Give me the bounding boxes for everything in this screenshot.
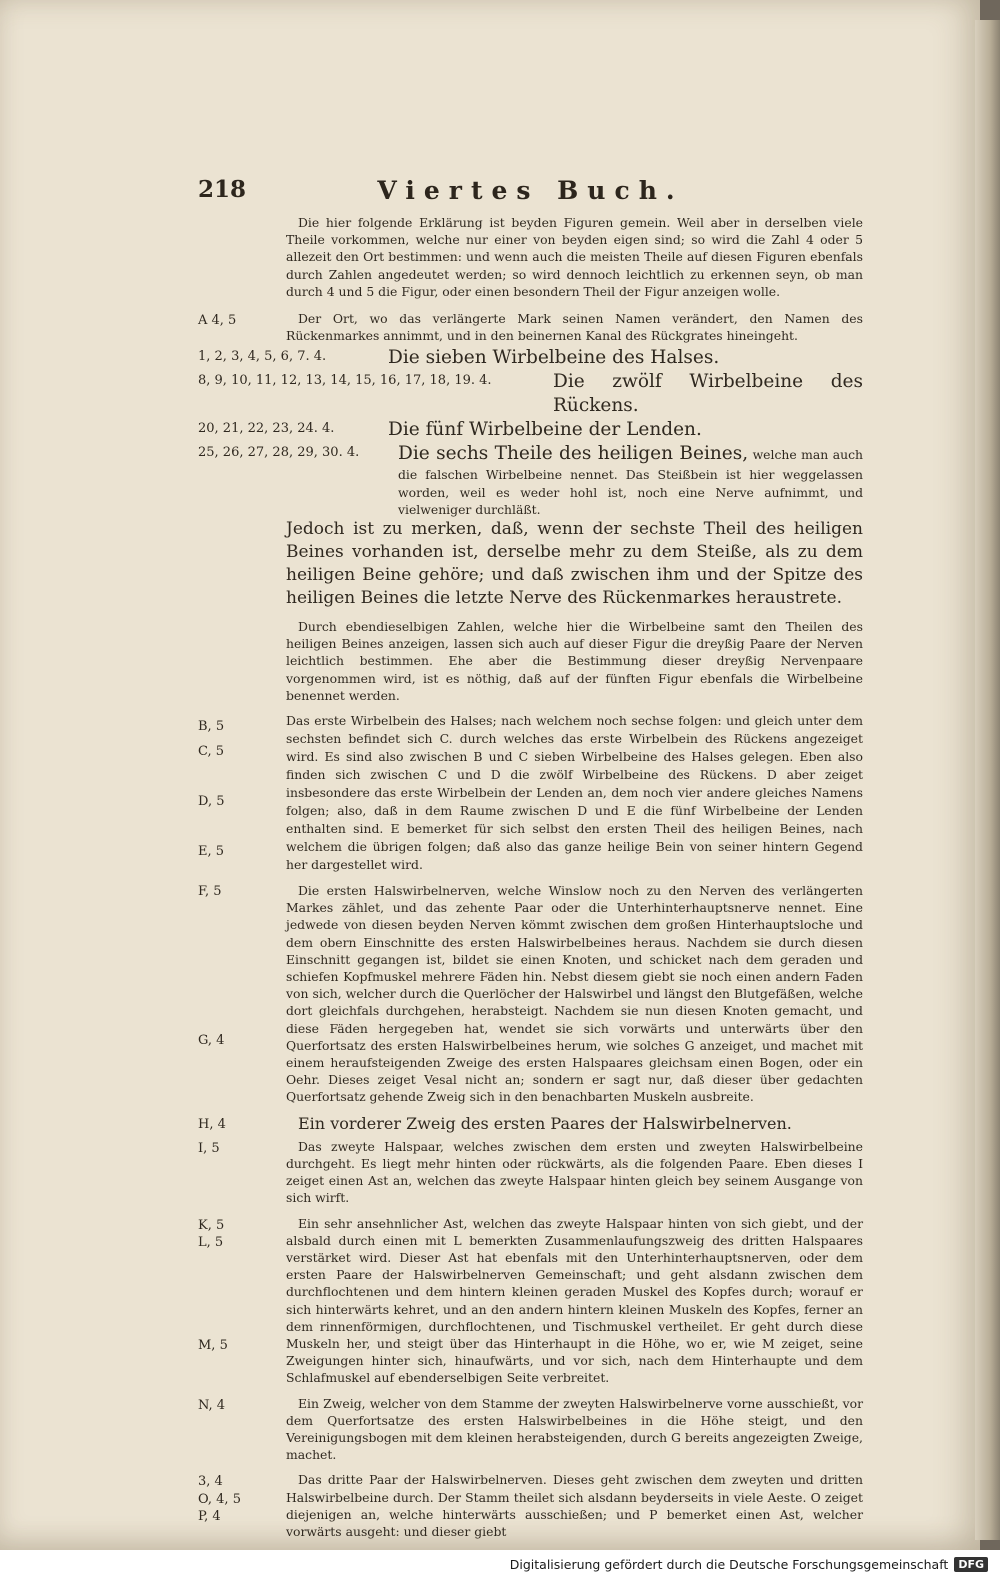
entry-label: 1, 2, 3, 4, 5, 6, 7. 4.	[198, 349, 327, 365]
entry-labels: F, 5 G, 4	[198, 884, 225, 1048]
entry-text: Das zweyte Halspaar, welches zwischen dem ersten und zweyten Halswirbelbeine durchgeht. Es liegt mehr hinten oder rückwärts, als die folgenden Paare. Eben dieses I zeiget einen Ast an, welchen das zweyte Halspaar hinten gleich bey seinem Ausgange von sich wirft.	[286, 1138, 863, 1206]
entry-h	[198, 1114, 863, 1134]
dfg-logo: DFG	[954, 1557, 988, 1572]
footer-text: Digitalisierung gefördert durch die Deutsche Forschungsgemeinschaft	[509, 1557, 949, 1572]
entry-text: Die sieben Wirbelbeine des Halses.	[388, 347, 720, 369]
entry-text: Die fünf Wirbelbeine der Lenden.	[388, 419, 702, 441]
entry-f-g	[198, 882, 863, 1106]
entry-text: Ein Zweig, welcher von dem Stamme der zweyten Halswirbelnerve vorne ausschießt, vor dem Querfortsatze des ersten Halswirbelbeines in die Höhe steigt, und den Vereinigungsbogen mit dem kleinen herabsteigenden, durch G bereits angezeigten Zweige, machet.	[286, 1395, 863, 1463]
entry-text: Ein vorderer Zweig des ersten Paares der Halswirbelnerven.	[298, 1113, 792, 1133]
page-number: 218	[198, 176, 247, 203]
entry-text: welche man auch die falschen Wirbelbeine nennet. Das Steißbein ist hier weggelassen worden, weil es weder hohl ist, noch eine Nerve aufnimmt, und vielweniger durchläßt.	[398, 447, 863, 517]
entry-k-m	[198, 1215, 863, 1387]
page-edge	[975, 20, 1000, 1540]
page-header	[198, 176, 863, 210]
entry-b-e	[198, 712, 863, 874]
entry-back-vertebrae	[198, 370, 863, 418]
entry-labels: K, 5 L, 5 M, 5	[198, 1217, 228, 1353]
digitization-footer	[0, 1550, 1000, 1579]
entry-text: Die zwölf Wirbelbeine des Rückens.	[553, 371, 863, 417]
entry-third-pair	[198, 1471, 863, 1540]
entry-text: Das dritte Paar der Halswirbelnerven. Dieses geht zwischen dem zweyten und dritten Halswirbelbeine durch. Der Stamm theilet sich alsdann beyderseits in viele Aeste. O zeiget diejenigen an, welche hinterwärts ausschießen; und P bemerket einen Ast, welcher vorwärts ausgeht: und dieser giebt	[286, 1472, 863, 1539]
sacrum-note: Jedoch ist zu merken, daß, wenn der sechste Theil des heiligen Beines vorhanden ist, derselbe mehr zu dem Steiße, als zu dem heiligen Beine gehöre; und daß zwischen ihm und der Spitze des heiligen Beines die letzte Nerve des Rückenmarkes heraustrete.	[286, 519, 863, 609]
entry-lumbar-vertebrae	[198, 418, 863, 442]
entry-text: Ein sehr ansehnlicher Ast, welchen das zweyte Halspaar hinten von sich giebt, und der alsbald durch einen mit L bemerkten Zusammenlaufungszweig des dritten Halspaares verstärket wird. Dieser Ast hat ebenfals mit den Unterhinterhauptsnerven, oder dem ersten Paare der Halswirbelnerven Gemeinschaft; und geht alsdann zwischen dem durchflochtenen und dem hintern kleinen geraden Muskel des Kopfes durch; worauf er sich hinterwärts kehret, und an den andern hintern kleinen Muskeln des Kopfes, ferner an dem rinnenförmigen, durchflochtenen, und Tischmuskel vertheilet. Er geht durch diese Muskeln her, und steigt über das Hinterhaupt in die Höhe, wo er, wie M zeiget, seine Zweigungen hinter sich, hinaufwärts, und vor sich, nach dem Hinterhaupte und dem Schlafmuskel auf ebenderselbigen Seite verbreitet.	[286, 1215, 863, 1386]
entry-text: Das erste Wirbelbein des Halses; nach welchem noch sechse folgen: und gleich unter dem sechsten befindet sich C. durch welches das erste Wirbelbein des Rückens angezeiget wird. Es sind also zwischen B und C sieben Wirbelbeine des Halses gelegen. Eben also finden sich zwischen C und D die zwölf Wirbelbeine des Rückens. D aber zeiget insbesondere das erste Wirbelbein der Lenden an, dem noch vier andere gleiches Namens folgen; also, daß in dem Raume zwischen D und E die fünf Wirbelbeine der Lenden enthalten sind. E bemerket für sich selbst den ersten Theil des heiligen Beines, nach welchem die übrigen folgen; daß also das ganze heilige Bein von seiner hintern Gegend her dargestellet wird.	[286, 713, 863, 873]
page-body	[198, 214, 863, 1540]
entry-i	[198, 1138, 863, 1207]
entry-label: 20, 21, 22, 23, 24. 4.	[198, 421, 335, 437]
entry-labels: B, 5 C, 5 D, 5 E, 5	[198, 719, 225, 860]
entry-label: A 4, 5	[198, 313, 237, 329]
numbers-paragraph: Durch ebendieselbigen Zahlen, welche hier die Wirbelbeine samt den Theilen des heiligen Beines anzeigen, lassen sich auch auf dieser Figur die dreyßig Paare der Nerven leichtlich bestimmen. Ehe aber die Bestimmung dieser dreyßig Nervenpaare vorgenommen wird, ist es nöthig, daß auf der fünften Figur ebenfals die Wirbelbeine benennet werden.	[286, 619, 863, 703]
entry-label: H, 4	[198, 1116, 226, 1132]
entry-neck-vertebrae	[198, 346, 863, 370]
entry-heading: Die sechs Theile des heiligen Beines,	[398, 443, 749, 465]
entry-text: Der Ort, wo das verlängerte Mark seinen Namen verändert, den Namen des Rückenmarkes annimmt, und in den beinernen Kanal des Rückgrates hineingeht.	[286, 311, 863, 344]
entry-label: N, 4	[198, 1397, 226, 1413]
entry-a	[198, 310, 863, 344]
entry-text: Die ersten Halswirbelnerven, welche Winslow noch zu den Nerven des verlängerten Markes zählet, und das zehente Paar oder die Unterhinterhauptsnerve nennet. Eine jedwede von diesen beyden Nerven kömmt zwischen dem großen Hinterhauptsloche und dem obern Einschnitte des ersten Halswirbelbeines heraus. Nachdem sie durch diesen Einschnitt gegangen ist, bildet sie einen Knoten, und schicket nach dem geraden und schiefen Kopfmuskel mehrere Fäden hin. Nebst diesem giebt sie noch einen andern Faden von sich, welcher durch die Querlöcher der Halswirbel und längst den Blutgefäßen, welche dort gleichfals durchgehen, herabsteigt. Nachdem sie nun diesen Knoten gemacht, und diese Fäden hergegeben hat, wendet sie sich vorwärts und unterwärts über den Querfortsatz des ersten Halswirbelbeines herum, wie solches G anzeiget, und machet mit einem heraufsteigenden Zweige des ersten Halspaares gleichsam einen Bogen, oder ein Oehr. Dieses zeiget Vesal nicht an; sondern er sagt nur, daß dieser über gedachten Querfortsatz gehende Zweig sich in den benachbarten Muskeln ausbreite.	[286, 883, 863, 1105]
entry-label: 25, 26, 27, 28, 29, 30. 4.	[198, 445, 360, 461]
entry-n	[198, 1395, 863, 1464]
entry-sacrum	[198, 442, 863, 518]
intro-paragraph: Die hier folgende Erklärung ist beyden Figuren gemein. Weil aber in derselben viele Theile vorkommen, welche nur einer von beyden eigen sind; so wird die Zahl 4 oder 5 allezeit den Ort bestimmen: und wenn auch die meisten Theile auf diesen Figuren ebenfals durch Zahlen angedeutet werden; so wird dennoch leichtlich zu erkennen seyn, ob man durch 4 und 5 die Figur, oder einen besondern Theil der Figur anzeigen wolle.	[286, 215, 863, 299]
entry-label: 8, 9, 10, 11, 12, 13, 14, 15, 16, 17, 18, 19. 4.	[198, 373, 492, 389]
running-head: Viertes Buch.	[377, 176, 684, 205]
entry-text-group	[398, 442, 863, 518]
entry-label: I, 5	[198, 1140, 220, 1156]
entry-labels: 3, 4 O, 4, 5 P, 4	[198, 1474, 241, 1524]
